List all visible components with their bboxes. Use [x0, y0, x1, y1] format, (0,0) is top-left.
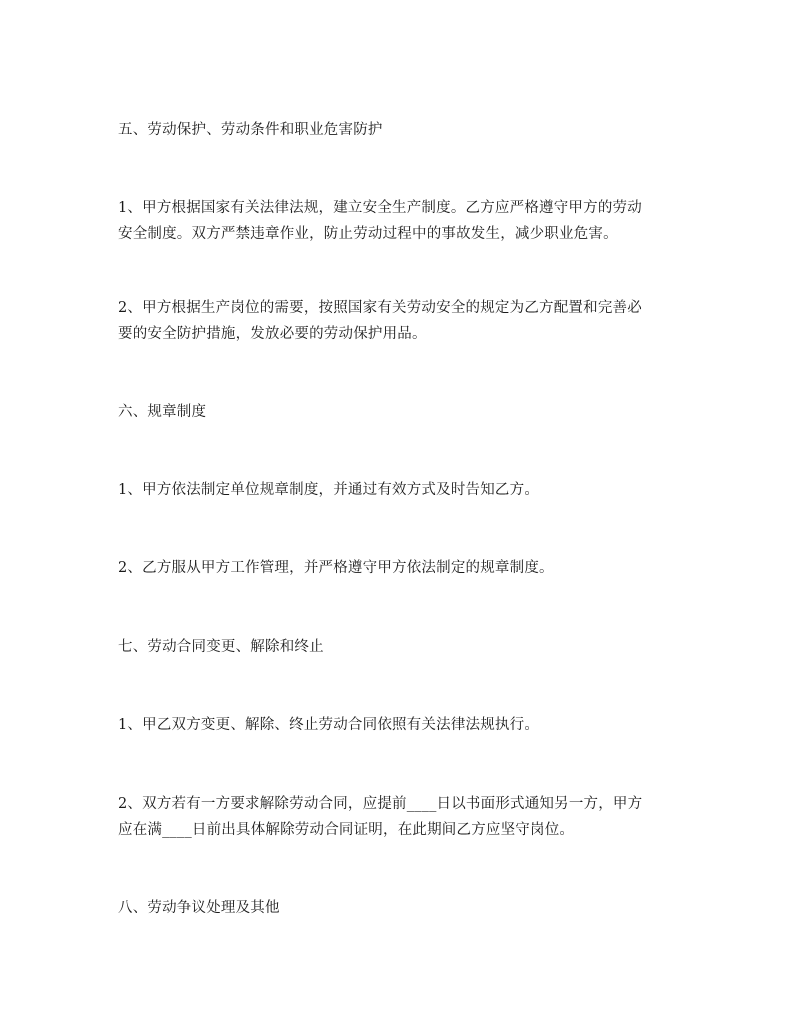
section-6-item-1-text: 1、甲方依法制定单位规章制度，并通过有效方式及时告知乙方。 — [118, 482, 540, 498]
section-8-heading — [118, 895, 678, 921]
section-7-heading — [118, 634, 678, 660]
section-6-item-2 — [118, 555, 678, 581]
section-7-heading-text: 七、劳动合同变更、解除和终止 — [118, 639, 324, 655]
section-5-heading-text: 五、劳动保护、劳动条件和职业危害防护 — [118, 122, 383, 138]
section-5-item-2 — [118, 295, 678, 347]
section-7-item-2-line-2: 应在满____日前出具体解除劳动合同证明，在此期间乙方应坚守岗位。 — [118, 822, 575, 838]
section-6-heading-text: 六、规章制度 — [118, 404, 207, 420]
section-8-heading-text: 八、劳动争议处理及其他 — [118, 900, 280, 916]
section-5-item-1-line-2: 安全制度。双方严禁违章作业，防止劳动过程中的事故发生，减少职业危害。 — [118, 226, 618, 242]
section-5-item-2-line-1: 2、甲方根据生产岗位的需要，按照国家有关劳动安全的规定为乙方配置和完善必 — [118, 300, 642, 316]
section-5-item-2-line-2: 要的安全防护措施，发放必要的劳动保护用品。 — [118, 326, 427, 342]
section-7-item-2-line-1: 2、双方若有一方要求解除劳动合同，应提前____日以书面形式通知另一方，甲方 — [118, 796, 643, 812]
section-7-item-2 — [118, 791, 678, 843]
section-7-item-1-text: 1、甲乙双方变更、解除、终止劳动合同依照有关法律法规执行。 — [118, 717, 540, 733]
section-6-item-2-text: 2、乙方服从甲方工作管理，并严格遵守甲方依法制定的规章制度。 — [118, 560, 554, 576]
section-6-item-1 — [118, 477, 678, 503]
section-5-item-1-line-1: 1、甲方根据国家有关法律法规，建立安全生产制度。乙方应严格遵守甲方的劳动 — [118, 200, 642, 216]
section-5-heading — [118, 117, 678, 143]
section-5-item-1 — [118, 195, 678, 247]
section-7-item-1 — [118, 712, 678, 738]
section-6-heading — [118, 399, 678, 425]
